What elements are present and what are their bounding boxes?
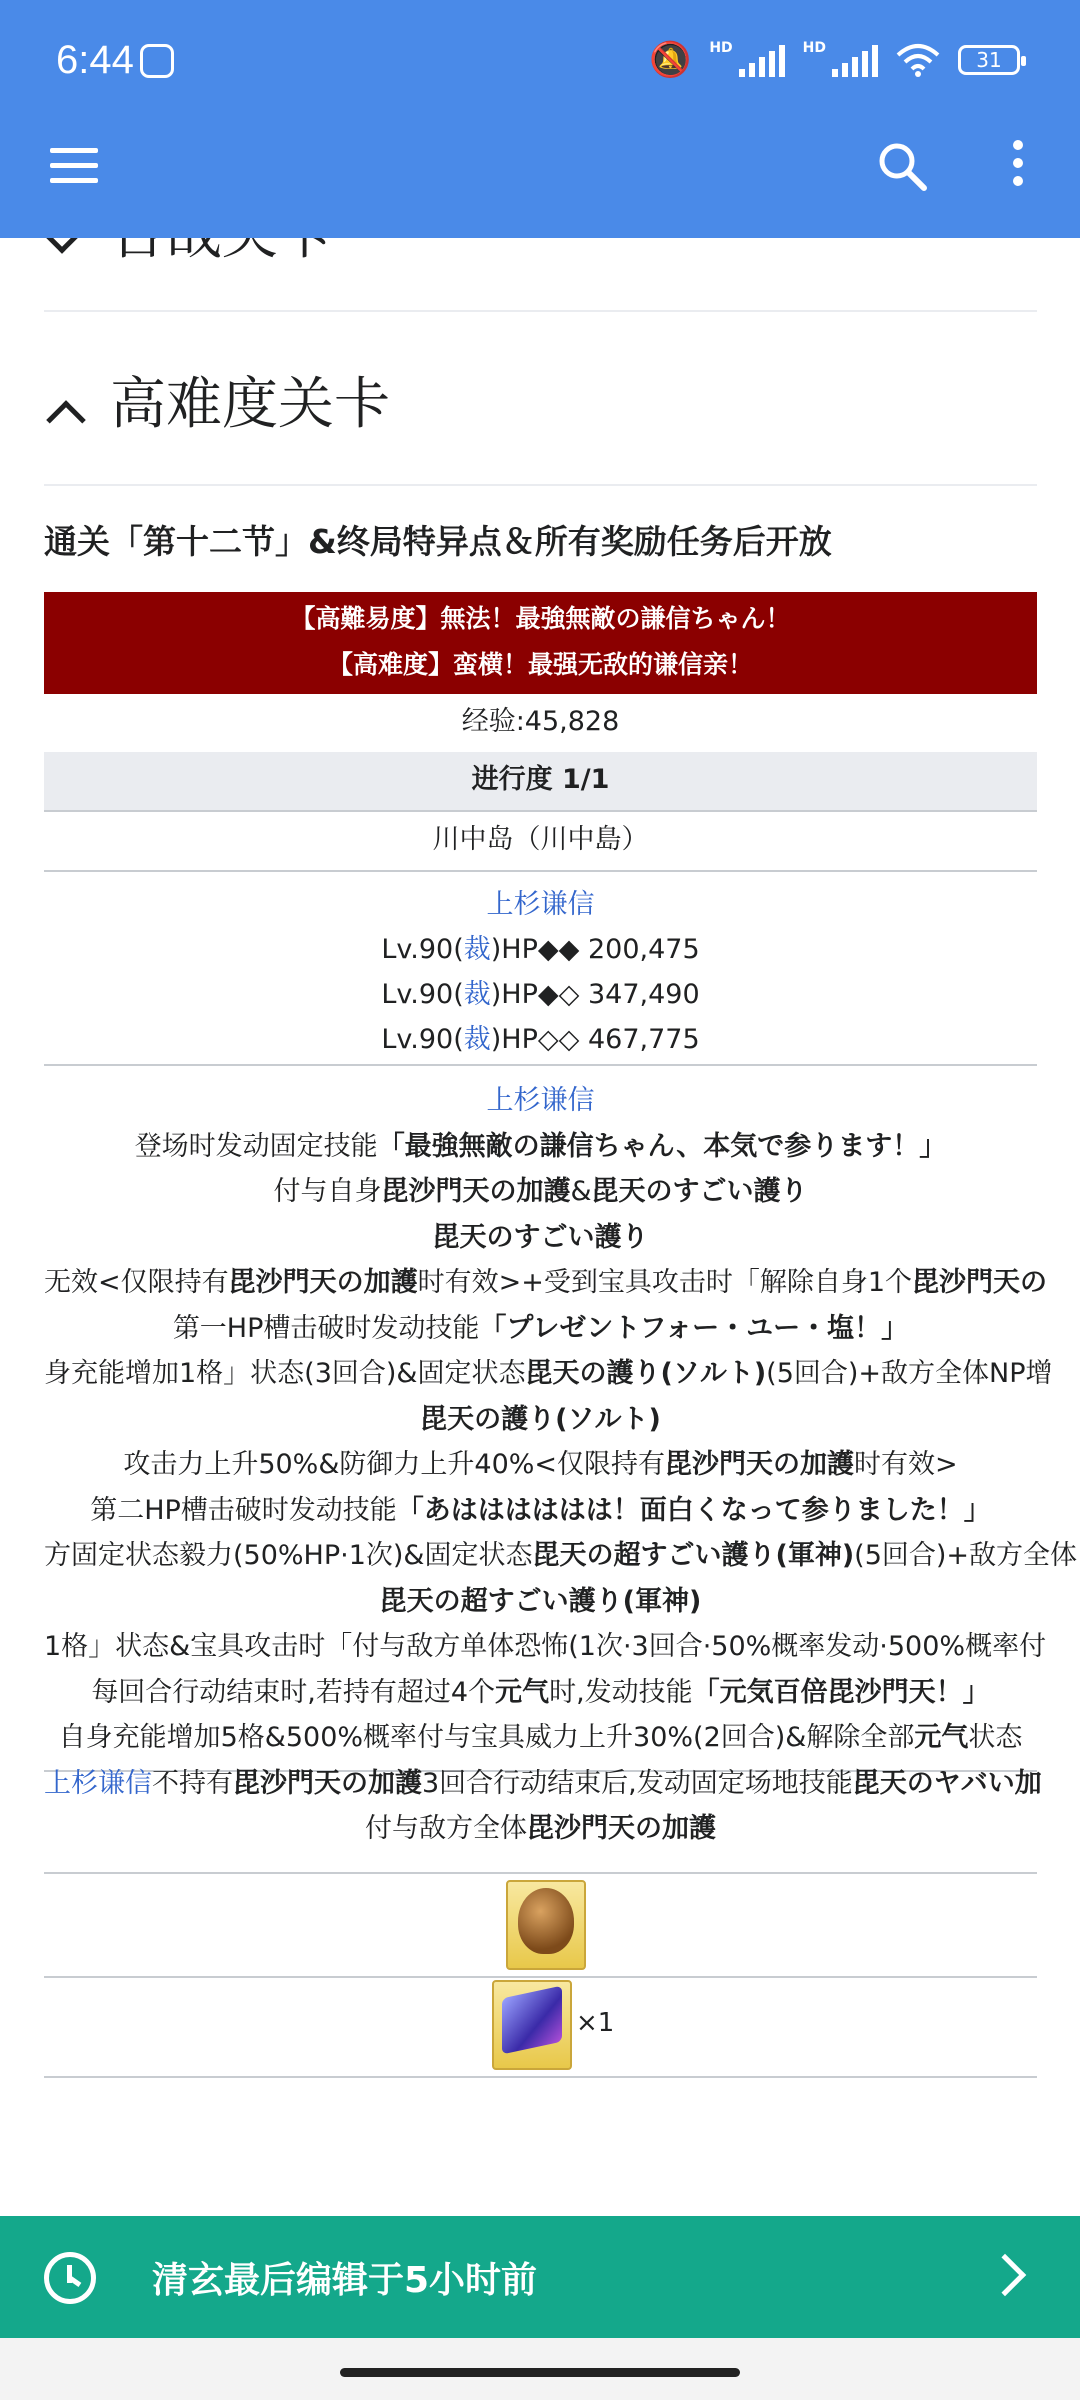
skill-line: 毘天のすごい護り bbox=[432, 1221, 649, 1253]
enemy-name-link[interactable]: 上杉谦信 bbox=[486, 889, 595, 920]
enemy-hp-row: Lv.90(裁)HP◇◇ 467,775 bbox=[381, 1024, 700, 1055]
enemy-list bbox=[44, 870, 1037, 1066]
search-icon[interactable] bbox=[876, 140, 928, 192]
last-edited-text: 清玄最后编辑于5小时前 bbox=[152, 2260, 538, 2301]
more-options-icon[interactable] bbox=[1010, 140, 1026, 196]
enemy-hp-row: Lv.90(裁)HP◆◇ 347,490 bbox=[381, 979, 700, 1010]
wifi-icon bbox=[896, 43, 940, 77]
class-link[interactable]: 裁 bbox=[463, 934, 491, 965]
app-bar bbox=[0, 0, 1080, 238]
quest-title-cn: 【高难度】蛮横！最强无敌的谦信亲！ bbox=[327, 650, 753, 679]
chevron-right-icon bbox=[984, 2254, 1026, 2296]
enemy-name-link[interactable]: 上杉谦信 bbox=[44, 1767, 152, 1799]
signal-icon bbox=[739, 43, 785, 77]
skill-line: 登场时发动固定技能「最強無敵の謙信ちゃん、本気で参ります！」 bbox=[134, 1130, 947, 1162]
home-indicator[interactable] bbox=[340, 2368, 740, 2377]
battery-icon: 31 bbox=[958, 45, 1020, 75]
skill-line: 自身充能增加5格&500%概率付与宝具威力上升30%(2回合)&解除全部元气状态 bbox=[58, 1722, 1023, 1753]
notification-app-icon bbox=[140, 44, 174, 78]
skill-line: 上杉谦信不持有毘沙門天の加護3回合行动结束后,发动固定场地技能毘天のヤバい加 bbox=[44, 1767, 1042, 1799]
class-link[interactable]: 裁 bbox=[463, 1024, 491, 1055]
enemy-skills bbox=[44, 1066, 1078, 1844]
signal-icon-2 bbox=[832, 43, 878, 77]
crystal-item-icon[interactable] bbox=[492, 1980, 572, 2070]
skill-line: 毘天の超すごい護り(軍神) bbox=[379, 1585, 702, 1617]
skill-line: 第一HP槽击破时发动技能「プレゼントフォー・ユー・塩！」 bbox=[172, 1312, 909, 1344]
skill-line: 攻击力上升50%&防御力上升40%<仅限持有毘沙門天の加護时有效> bbox=[123, 1449, 958, 1480]
status-time: 6:44 bbox=[56, 38, 134, 82]
unlock-condition: 通关「第十二节」&终局特异点＆所有奖励任务后开放 bbox=[44, 522, 832, 561]
enemy-hp-row: Lv.90(裁)HP◆◆ 200,475 bbox=[381, 934, 700, 965]
skill-line: 1格」状态&宝具攻击时「付与敌方单体恐怖(1次·3回合·50%概率发动·500%概率付 bbox=[44, 1631, 1047, 1662]
reward-row bbox=[44, 1974, 1037, 2078]
hd-label-2: HD bbox=[802, 40, 826, 56]
skill-line: 每回合行动结束时,若持有超过4个元气时,发动技能「元気百倍毘沙門天！」 bbox=[91, 1676, 990, 1708]
skill-line: 付与敌方全体毘沙門天の加護 bbox=[365, 1813, 716, 1844]
golden-egg-item-icon[interactable] bbox=[506, 1880, 586, 1970]
quest-location: 川中岛（川中島） bbox=[44, 810, 1037, 872]
skill-enemy-link[interactable]: 上杉谦信 bbox=[486, 1085, 595, 1116]
skill-line: 方固定状态毅力(50%HP·1次)&固定状态毘天の超すごい護り(軍神)(5回合)+敌方全体 bbox=[44, 1540, 1078, 1571]
status-icons bbox=[649, 40, 1020, 80]
quest-progress: 进行度 1/1 bbox=[44, 752, 1037, 812]
skill-line: 无效<仅限持有毘沙門天の加護时有效>+受到宝具攻击时「解除自身1个毘沙門天の bbox=[44, 1267, 1048, 1298]
skill-line: 身充能增加1格」状态(3回合)&固定状态毘天の護り(ソルト)(5回合)+敌方全体NP增 bbox=[44, 1358, 1053, 1389]
quest-title-jp: 【高難易度】無法！最強無敵の謙信ちゃん！ bbox=[290, 604, 791, 633]
section-title: 高难度关卡 bbox=[110, 372, 390, 437]
skill-line: 付与自身毘沙門天の加護&毘天のすごい護り bbox=[273, 1176, 808, 1207]
last-edited-bar[interactable] bbox=[0, 2216, 1080, 2338]
hd-label-1: HD bbox=[709, 40, 733, 56]
status-bar bbox=[0, 0, 1080, 120]
quest-title-banner bbox=[44, 592, 1037, 694]
class-link[interactable]: 裁 bbox=[463, 979, 491, 1010]
skill-line: 毘天の護り(ソルト) bbox=[420, 1403, 661, 1435]
system-nav-bar bbox=[0, 2338, 1080, 2400]
reward-row bbox=[44, 1872, 1037, 1978]
mute-bell-icon: 🔕 bbox=[648, 40, 692, 80]
skill-line: 第二HP槽击破时发动技能「あはははははは！面白くなって参りました！」 bbox=[90, 1494, 991, 1526]
reward-count: ×1 bbox=[576, 2008, 615, 2038]
menu-button[interactable] bbox=[50, 148, 98, 184]
history-icon bbox=[44, 2252, 96, 2304]
quest-exp: 经验:45,828 bbox=[44, 694, 1037, 754]
